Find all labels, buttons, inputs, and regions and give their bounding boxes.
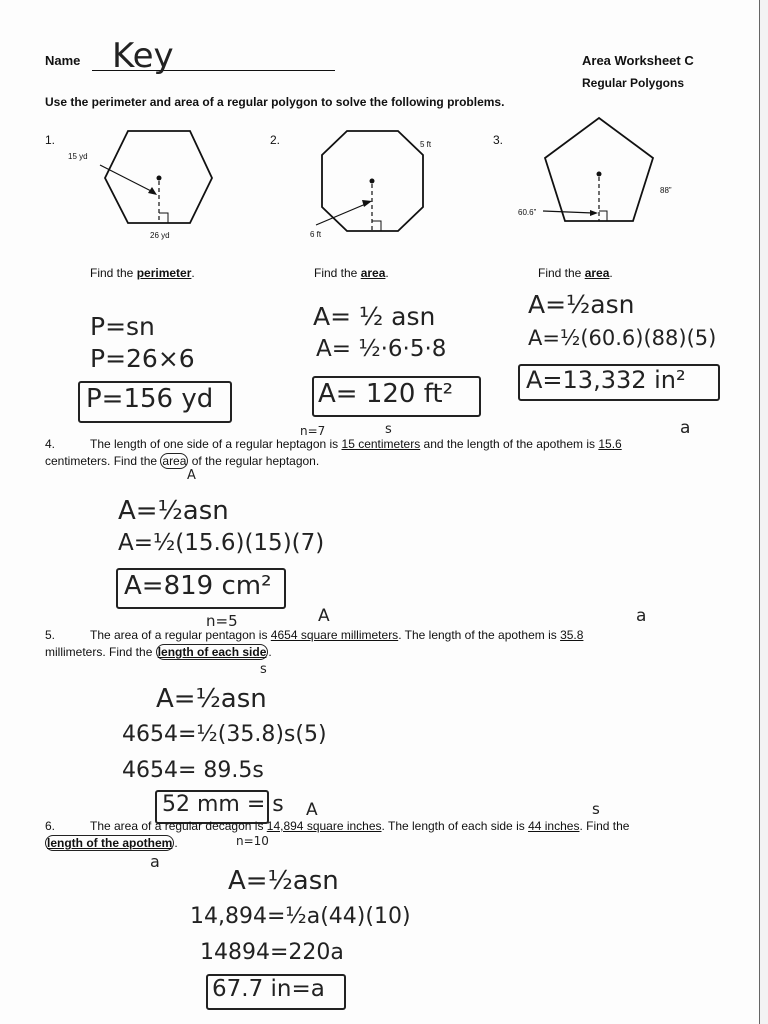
answer-1-final: P=156 yd bbox=[86, 384, 214, 414]
worksheet-subtitle: Regular Polygons bbox=[582, 76, 685, 90]
answer-3-final: A=13,332 in² bbox=[526, 366, 686, 394]
problem-6-final: 67.7 in=a bbox=[212, 976, 325, 1002]
problem-6-work-3: 14894=220a bbox=[200, 940, 344, 965]
problem-4-work-1: A=½asn bbox=[118, 496, 229, 526]
problem-6-annotation-s: s bbox=[592, 800, 600, 818]
figure-number-1: 1. bbox=[45, 133, 56, 147]
prompt-3: Find the area. bbox=[538, 266, 613, 280]
pentagon-side-label: 88” bbox=[660, 186, 672, 195]
prompt-1: Find the perimeter. bbox=[90, 266, 195, 280]
answer-2-line-2: A= ½·6·5·8 bbox=[316, 336, 447, 362]
problem-6-work-1: A=½asn bbox=[228, 866, 339, 896]
problem-6-annotation-a: a bbox=[150, 852, 160, 871]
name-label: Name bbox=[45, 53, 81, 68]
problem-4-text: 4. The length of one side of a regular heptagon is 15 centimeters and the length of the apothem is 15.6 centimeters. Find the area of the regular heptagon. bbox=[45, 437, 622, 468]
problem-4-annotation-n: n=7 bbox=[300, 424, 326, 438]
problem-5-work-1: A=½asn bbox=[156, 684, 267, 714]
answer-2-final: A= 120 ft² bbox=[318, 379, 454, 409]
hexagon-side-label: 26 yd bbox=[150, 231, 170, 240]
pentagon-apothem-label: 60.6” bbox=[518, 208, 537, 217]
problem-4-annotation-a: a bbox=[680, 418, 691, 438]
prompt-2: Find the area. bbox=[314, 266, 389, 280]
problem-5-work-2: 4654=½(35.8)s(5) bbox=[122, 722, 327, 747]
problem-5-annotation-a: a bbox=[636, 606, 647, 626]
answer-1-line-1: P=sn bbox=[90, 312, 155, 341]
problem-5-annotation-s: s bbox=[260, 662, 267, 677]
answer-2-line-1: A= ½ asn bbox=[313, 302, 436, 331]
problem-4-annotation-s: s bbox=[385, 422, 392, 437]
problem-5-final: 52 mm = s bbox=[162, 792, 284, 817]
pentagon-figure bbox=[535, 112, 675, 232]
answer-3-line-1: A=½asn bbox=[528, 290, 635, 319]
problem-6-annotation-n: n=10 bbox=[236, 834, 269, 848]
problem-4-work-2: A=½(15.6)(15)(7) bbox=[118, 530, 325, 556]
name-value: Key bbox=[112, 36, 174, 76]
problem-5-text: 5. The area of a regular pentagon is 4654 square millimeters. The length of the apothem is 35.8 millimeters. Find the length of each side . bbox=[45, 628, 584, 659]
figure-number-3: 3. bbox=[493, 133, 504, 147]
page-edge bbox=[759, 0, 768, 1024]
problem-5-work-3: 4654= 89.5s bbox=[122, 758, 264, 783]
worksheet-title: Area Worksheet C bbox=[582, 53, 694, 68]
octagon-apothem-label: 6 ft bbox=[310, 230, 322, 239]
hexagon-figure bbox=[60, 125, 230, 250]
hexagon-apothem-label: 15 yd bbox=[68, 152, 88, 161]
instructions: Use the perimeter and area of a regular polygon to solve the following problems. bbox=[45, 95, 505, 109]
problem-5-annotation-A: A bbox=[318, 606, 330, 626]
figure-number-2: 2. bbox=[270, 133, 281, 147]
problem-6-work-2: 14,894=½a(44)(10) bbox=[190, 904, 411, 929]
problem-4-final: A=819 cm² bbox=[124, 571, 272, 601]
problem-6-annotation-A: A bbox=[306, 800, 318, 820]
answer-3-line-2: A=½(60.6)(88)(5) bbox=[528, 326, 717, 350]
octagon-side-label: 5 ft bbox=[420, 140, 432, 149]
answer-1-line-2: P=26×6 bbox=[90, 344, 195, 373]
problem-6-text: 6. The area of a regular decagon is 14,894 square inches. The length of each side is 44 inches. Find the length of the apothem . bbox=[45, 819, 630, 850]
problem-4-annotation-A: A bbox=[187, 468, 196, 483]
problem-5-annotation-n: n=5 bbox=[206, 612, 238, 630]
